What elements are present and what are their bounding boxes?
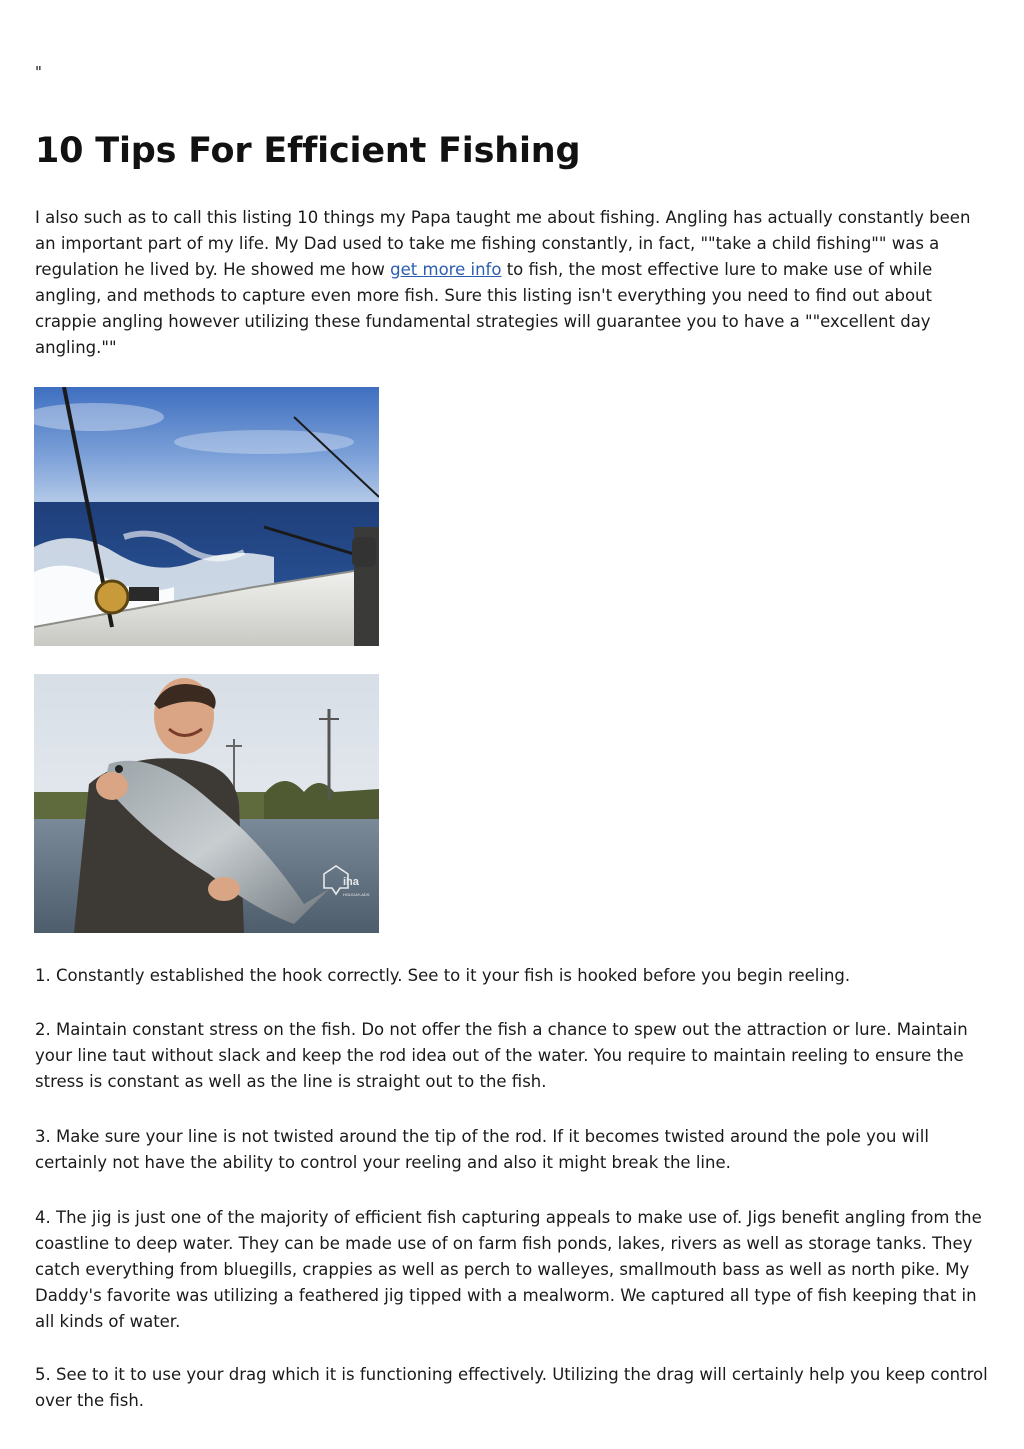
man-holding-fish-photo bbox=[34, 674, 379, 933]
intro-paragraph bbox=[35, 205, 993, 361]
iha-watermark-brand: iha bbox=[343, 876, 359, 888]
tip-1: 1. Constantly established the hook correctly. See to it your fish is hooked before you begin reeling. bbox=[35, 966, 851, 985]
tip-5: 5. See to it to use your drag which it is functioning effectively. Utilizing the drag will certainly help you keep control over the fish. bbox=[35, 1365, 988, 1410]
get-more-info-link[interactable]: get more info bbox=[390, 260, 502, 279]
iha-watermark-sub: HOLIDAY-ADS bbox=[343, 892, 370, 897]
intro-text-before-link: I also such as to call this listing 10 things my Papa taught me about fishing. Angling has actually constantly been an important part of my life. My Dad used to take me fishing constantly, in fact, ""take a child fishing"" was a regulation he lived by. He showed me how bbox=[35, 208, 971, 279]
boat-fishing-photo bbox=[34, 387, 379, 646]
tip-2: 2. Maintain constant stress on the fish. Do not offer the fish a chance to spew out the attraction or lure. Maintain your line taut without slack and keep the rod idea out of the water. You require to maintain reeling to ensure the stress is constant as well as the line is straight out to the fish. bbox=[35, 1020, 968, 1091]
article-title: 10 Tips For Efficient Fishing bbox=[35, 131, 581, 171]
tip-3: 3. Make sure your line is not twisted around the tip of the rod. If it becomes twisted around the pole you will certainly not have the ability to control your reeling and also it might break the line. bbox=[35, 1127, 929, 1172]
stray-quote-mark: " bbox=[35, 63, 42, 81]
intro-text-after-link: to fish, the most effective lure to make use of while angling, and methods to capture even more fish. Sure this listing isn't everything you need to find out about crappie angling however utilizing these fundamental strategies will guarantee you to have a ""excellent day angling."" bbox=[35, 260, 933, 357]
tip-4: 4. The jig is just one of the majority of efficient fish capturing appeals to make use of. Jigs benefit angling from the coastline to deep water. They can be made use of on farm fish ponds, lakes, rivers as well as storage tanks. They catch everything from bluegills, crappies as well as perch to walleyes, smallmouth bass as well as north pike. My Daddy's favorite was utilizing a feathered jig tipped with a mealworm. We captured all type of fish keeping that in all kinds of water. bbox=[35, 1208, 982, 1331]
